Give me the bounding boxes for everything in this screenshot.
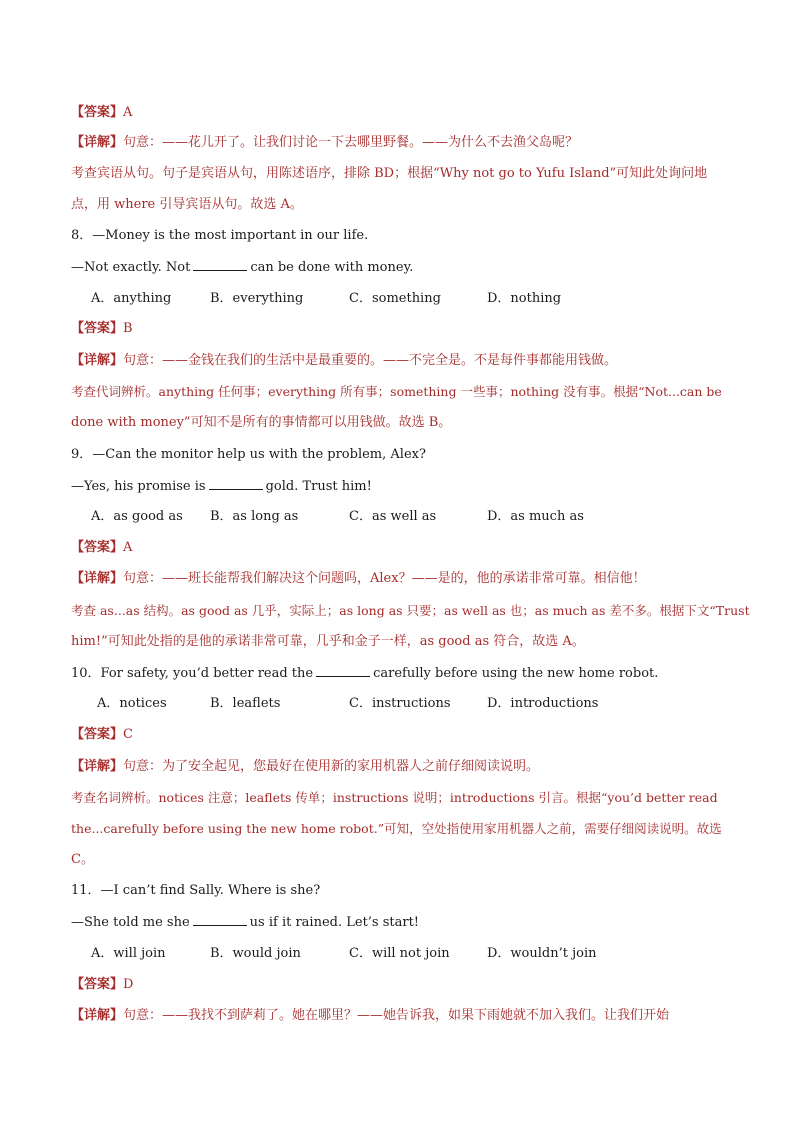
question-stem <box>71 913 419 932</box>
analysis-line: him!”可知此处指的是他的承诺非常可靠，几乎和金子一样，as good as 符合，故选 A。 <box>71 634 585 649</box>
stem-part: gold. Trust him! <box>265 479 372 494</box>
analysis-line: 考查代词辨析。anything 任何事；everything 所有事；something 一些事；nothing 没有事。根据“Not...can be <box>71 384 722 399</box>
detail-line-q10 <box>71 758 539 776</box>
stem-part: us if it rained. Let’s start! <box>249 915 420 930</box>
stem-part: —Yes, his promise is <box>71 479 206 494</box>
meaning-text: 句意：——花儿开了。让我们讨论一下去哪里野餐。——为什么不去渔父岛呢？ <box>123 135 579 150</box>
option-a: A．will join <box>91 946 166 961</box>
detail-tag: 【详解】 <box>71 759 124 774</box>
answer-tag: 【答案】 <box>71 977 124 992</box>
option-d: D．as much as <box>487 509 584 524</box>
answer-tag: 【答案】 <box>71 540 124 555</box>
question-stem <box>71 477 372 496</box>
question-stem <box>71 258 413 277</box>
answer-value: B <box>123 321 133 336</box>
blank-line <box>193 258 247 271</box>
analysis-line: 考查宾语从句。句子是宾语从句，用陈述语序，排除 BD；根据“Why not go to Yufu Island”可知此处询问地 <box>71 166 708 181</box>
analysis-line: C。 <box>71 852 94 867</box>
answer-line-q11 <box>71 976 133 994</box>
option-b: B．would join <box>210 946 301 961</box>
option-d: D．nothing <box>487 291 562 306</box>
analysis-line: 考查名词辨析。notices 注意；leaflets 传单；instructions 说明；introductions 引言。根据“you’d better read <box>71 790 718 805</box>
meaning-text: 句意：——金钱在我们的生活中是最重要的。——不完全是。不是每件事都能用钱做。 <box>123 353 618 368</box>
analysis-line: 考查 as...as 结构。as good as 几乎，实际上；as long as 只要；as well as 也；as much as 差不多。根据下文“Trust <box>71 603 750 618</box>
detail-tag: 【详解】 <box>71 353 124 368</box>
blank-line <box>209 477 263 490</box>
option-a: A．notices <box>97 696 167 711</box>
option-b: B．everything <box>210 291 304 306</box>
option-a: A．anything <box>91 291 172 306</box>
answer-tag: 【答案】 <box>71 105 124 120</box>
meaning-text: 句意：——班长能帮我们解决这个问题吗，Alex？——是的，他的承诺非常可靠。相信他！ <box>123 571 646 586</box>
detail-line-q7 <box>71 134 578 152</box>
analysis-line: 点，用 where 引导宾语从句。故选 A。 <box>71 197 303 212</box>
meaning-text: 句意：——我找不到萨莉了。她在哪里？——她告诉我，如果下雨她就不加入我们。让我们开始 <box>123 1008 670 1023</box>
option-d: D．introductions <box>487 696 599 711</box>
option-c: C．will not join <box>349 946 450 961</box>
stem-part: carefully before using the new home robot. <box>373 666 659 681</box>
answer-line-q10 <box>71 726 133 744</box>
meaning-text: 句意：为了安全起见，您最好在使用新的家用机器人之前仔细阅读说明。 <box>123 759 540 774</box>
analysis-line: the...carefully before using the new home robot.”可知，空处指使用家用机器人之前，需要仔细阅读说明。故选 <box>71 821 722 836</box>
option-b: B．leaflets <box>210 696 281 711</box>
detail-line-q9 <box>71 570 646 588</box>
stem-part: 10．For safety, you’d better read the <box>71 666 314 681</box>
answer-tag: 【答案】 <box>71 321 124 336</box>
option-c: C．as well as <box>349 509 437 524</box>
answer-value: A <box>123 540 133 555</box>
blank-line <box>193 913 247 926</box>
answer-line-q9 <box>71 539 132 557</box>
stem-part: —She told me she <box>71 915 190 930</box>
question-stem: 8．—Money is the most important in our life. <box>71 228 369 243</box>
detail-tag: 【详解】 <box>71 135 124 150</box>
blank-line <box>316 664 370 677</box>
option-c: C．instructions <box>349 696 451 711</box>
option-a: A．as good as <box>91 509 183 524</box>
detail-tag: 【详解】 <box>71 1008 124 1023</box>
stem-part: can be done with money. <box>250 260 414 275</box>
answer-line-q7 <box>71 104 132 122</box>
answer-value: C <box>123 727 133 742</box>
stem-part: —Not exactly. Not <box>71 260 191 275</box>
detail-line-q11 <box>71 1007 669 1025</box>
question-stem: 11．—I can’t find Sally. Where is she? <box>71 883 321 898</box>
detail-tag: 【详解】 <box>71 571 124 586</box>
option-d: D．wouldn’t join <box>487 946 597 961</box>
question-stem <box>71 664 658 683</box>
option-c: C．something <box>349 291 441 306</box>
answer-line-q8 <box>71 320 133 338</box>
question-stem: 9．—Can the monitor help us with the problem, Alex? <box>71 447 426 462</box>
option-b: B．as long as <box>210 509 299 524</box>
answer-value: D <box>123 977 134 992</box>
answer-value: A <box>123 105 133 120</box>
answer-tag: 【答案】 <box>71 727 124 742</box>
detail-line-q8 <box>71 352 617 370</box>
analysis-line: done with money”可知不是所有的事情都可以用钱做。故选 B。 <box>71 415 452 430</box>
